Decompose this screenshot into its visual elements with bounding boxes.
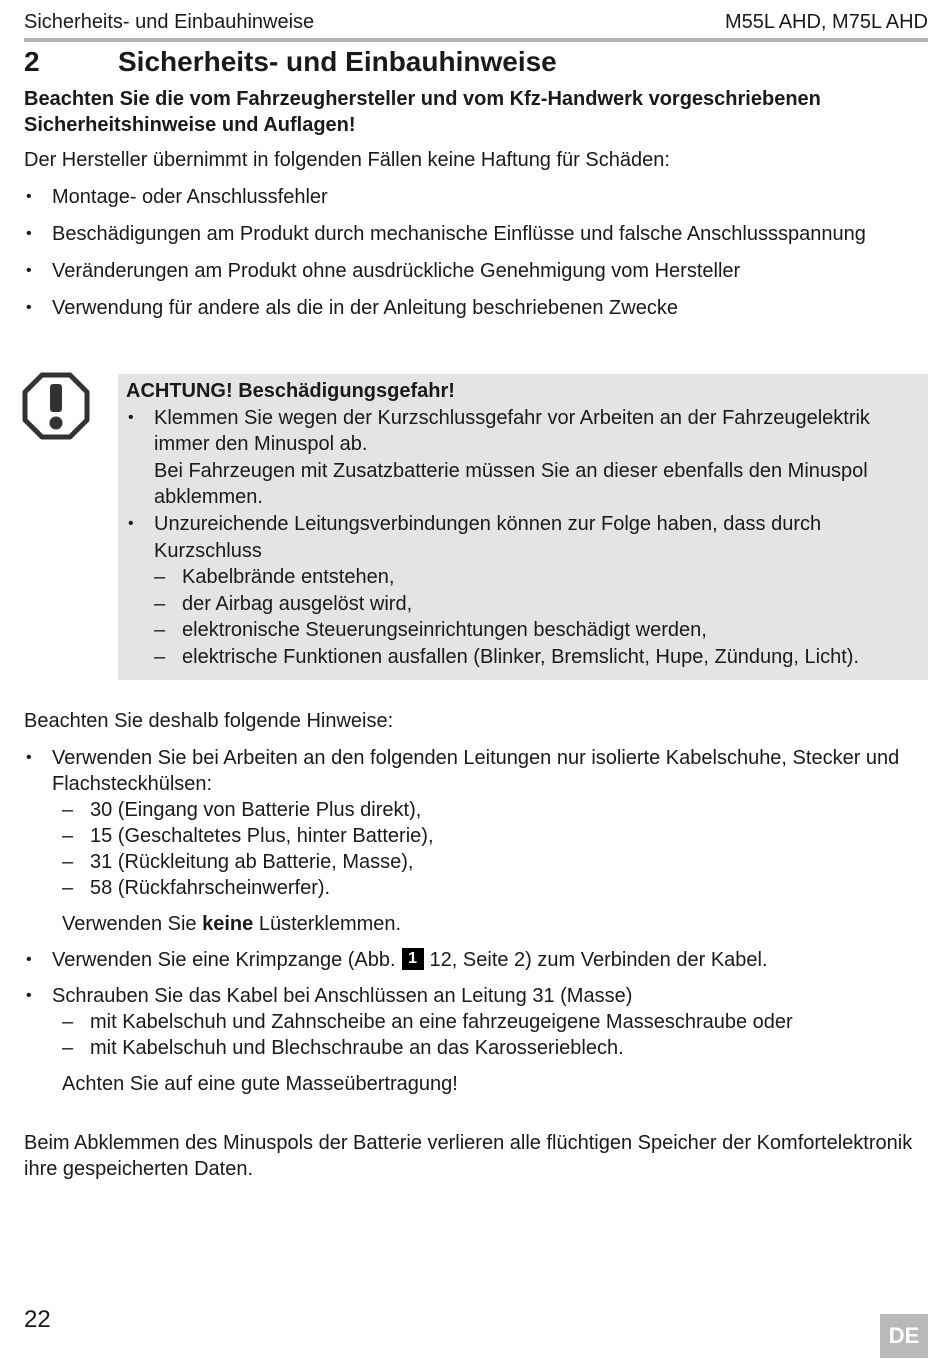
closing-paragraph: Beim Abklemmen des Minuspols der Batterie verlieren alle flüchtigen Speicher der Komfortelektronik ihre gespeicherten Daten. xyxy=(24,1132,913,1180)
section-number: 2 xyxy=(24,46,40,77)
intro-notice: Beachten Sie die vom Fahrzeughersteller und vom Kfz-Handwerk vorgeschriebenen Sicherheitshinweise und Auflagen! xyxy=(24,88,821,136)
section-title: Sicherheits- und Einbauhinweise xyxy=(118,46,557,77)
list-item xyxy=(126,511,908,671)
warning-list xyxy=(126,405,908,671)
sublist-item: – 31 (Rückleitung ab Batterie, Masse), xyxy=(62,849,920,875)
list-item: • Montage- oder Anschlussfehler xyxy=(24,184,920,210)
list-item: • Verwendung für andere als die in der Anleitung beschriebenen Zwecke xyxy=(24,295,920,321)
notes-section xyxy=(24,708,920,1097)
header-model-names: M55L AHD, M75L AHD xyxy=(724,10,928,33)
ground-sublist xyxy=(62,1009,920,1061)
note-text: Lüsterklemmen. xyxy=(253,913,402,935)
header-chapter-title: Sicherheits- und Einbauhinweise xyxy=(24,10,315,33)
sublist-item: – 30 (Eingang von Batterie Plus direkt), xyxy=(62,797,920,823)
sublist-item: – 58 (Rückfahrscheinwerfer). xyxy=(62,875,920,901)
list-item: • Veränderungen am Produkt ohne ausdrückliche Genehmigung vom Hersteller xyxy=(24,258,920,284)
list-item xyxy=(24,983,920,1097)
header-divider xyxy=(24,38,928,42)
list-item xyxy=(24,745,920,937)
sublist-item: – mit Kabelschuh und Blechschraube an das Karosserieblech. xyxy=(62,1035,920,1061)
liability-section xyxy=(24,147,920,321)
warning-item-text: Bei Fahrzeugen mit Zusatzbatterie müssen Sie an dieser ebenfalls den Minuspol abklemmen. xyxy=(154,459,868,509)
notes-lead: Beachten Sie deshalb folgende Hinweise: xyxy=(24,710,394,732)
warning-sublist xyxy=(154,564,908,670)
sublist-item: – der Airbag ausgelöst wird, xyxy=(154,591,908,618)
warning-box xyxy=(118,374,928,680)
inline-note: Achten Sie auf eine gute Masseübertragung! xyxy=(62,1073,458,1095)
notes-item-text: • Schrauben Sie das Kabel bei Anschlüssen an Leitung 31 (Masse) xyxy=(52,985,633,1007)
sublist-item: – elektronische Steuerungseinrichtungen beschädigt werden, xyxy=(154,617,908,644)
list-item: • Beschädigungen am Produkt durch mechanische Einflüsse und falsche Anschlussspannung xyxy=(24,221,920,247)
sublist-item: – mit Kabelschuh und Zahnscheibe an eine fahrzeugeigene Masseschraube oder xyxy=(62,1009,920,1035)
page-number: 22 xyxy=(24,1306,51,1333)
exclamation-octagon-icon xyxy=(22,372,90,440)
warning-title: ACHTUNG! Beschädigungsgefahr! xyxy=(126,380,455,402)
figure-reference-badge: 1 xyxy=(402,948,424,970)
warning-item-text: • Klemmen Sie wegen der Kurzschlussgefahr vor Arbeiten an der Fahrzeugelektrik immer den Minuspol ab. xyxy=(154,406,870,456)
sublist-item: – elektrische Funktionen ausfallen (Blinker, Bremslicht, Hupe, Zündung, Licht). xyxy=(154,644,908,671)
list-item xyxy=(24,947,920,973)
running-header xyxy=(24,8,928,36)
notes-item-text: 12, Seite 2) zum Verbinden der Kabel. xyxy=(429,949,768,971)
inline-note xyxy=(24,911,920,937)
liability-list xyxy=(24,184,920,321)
note-text: Verwenden Sie xyxy=(62,913,203,935)
sublist-item: – 15 (Geschaltetes Plus, hinter Batterie), xyxy=(62,823,920,849)
liability-lead: Der Hersteller übernimmt in folgenden Fällen keine Haftung für Schäden: xyxy=(24,149,670,171)
note-emphasis: keine xyxy=(202,913,254,935)
sublist-item: – Kabelbrände entstehen, xyxy=(154,564,908,591)
notes-item-text: Verwenden Sie eine Krimpzange (Abb. xyxy=(52,949,396,971)
cable-sublist xyxy=(62,797,920,901)
section-heading xyxy=(24,44,557,80)
list-item xyxy=(126,405,908,511)
notes-list xyxy=(24,745,920,1097)
notes-item-text: • Verwenden Sie bei Arbeiten an den folgenden Leitungen nur isolierte Kabelschuhe, Stecker und Flachsteckhülsen: xyxy=(52,747,900,795)
language-badge: DE xyxy=(880,1314,928,1358)
warning-item-text: • Unzureichende Leitungsverbindungen können zur Folge haben, dass durch Kurzschluss xyxy=(154,512,822,562)
